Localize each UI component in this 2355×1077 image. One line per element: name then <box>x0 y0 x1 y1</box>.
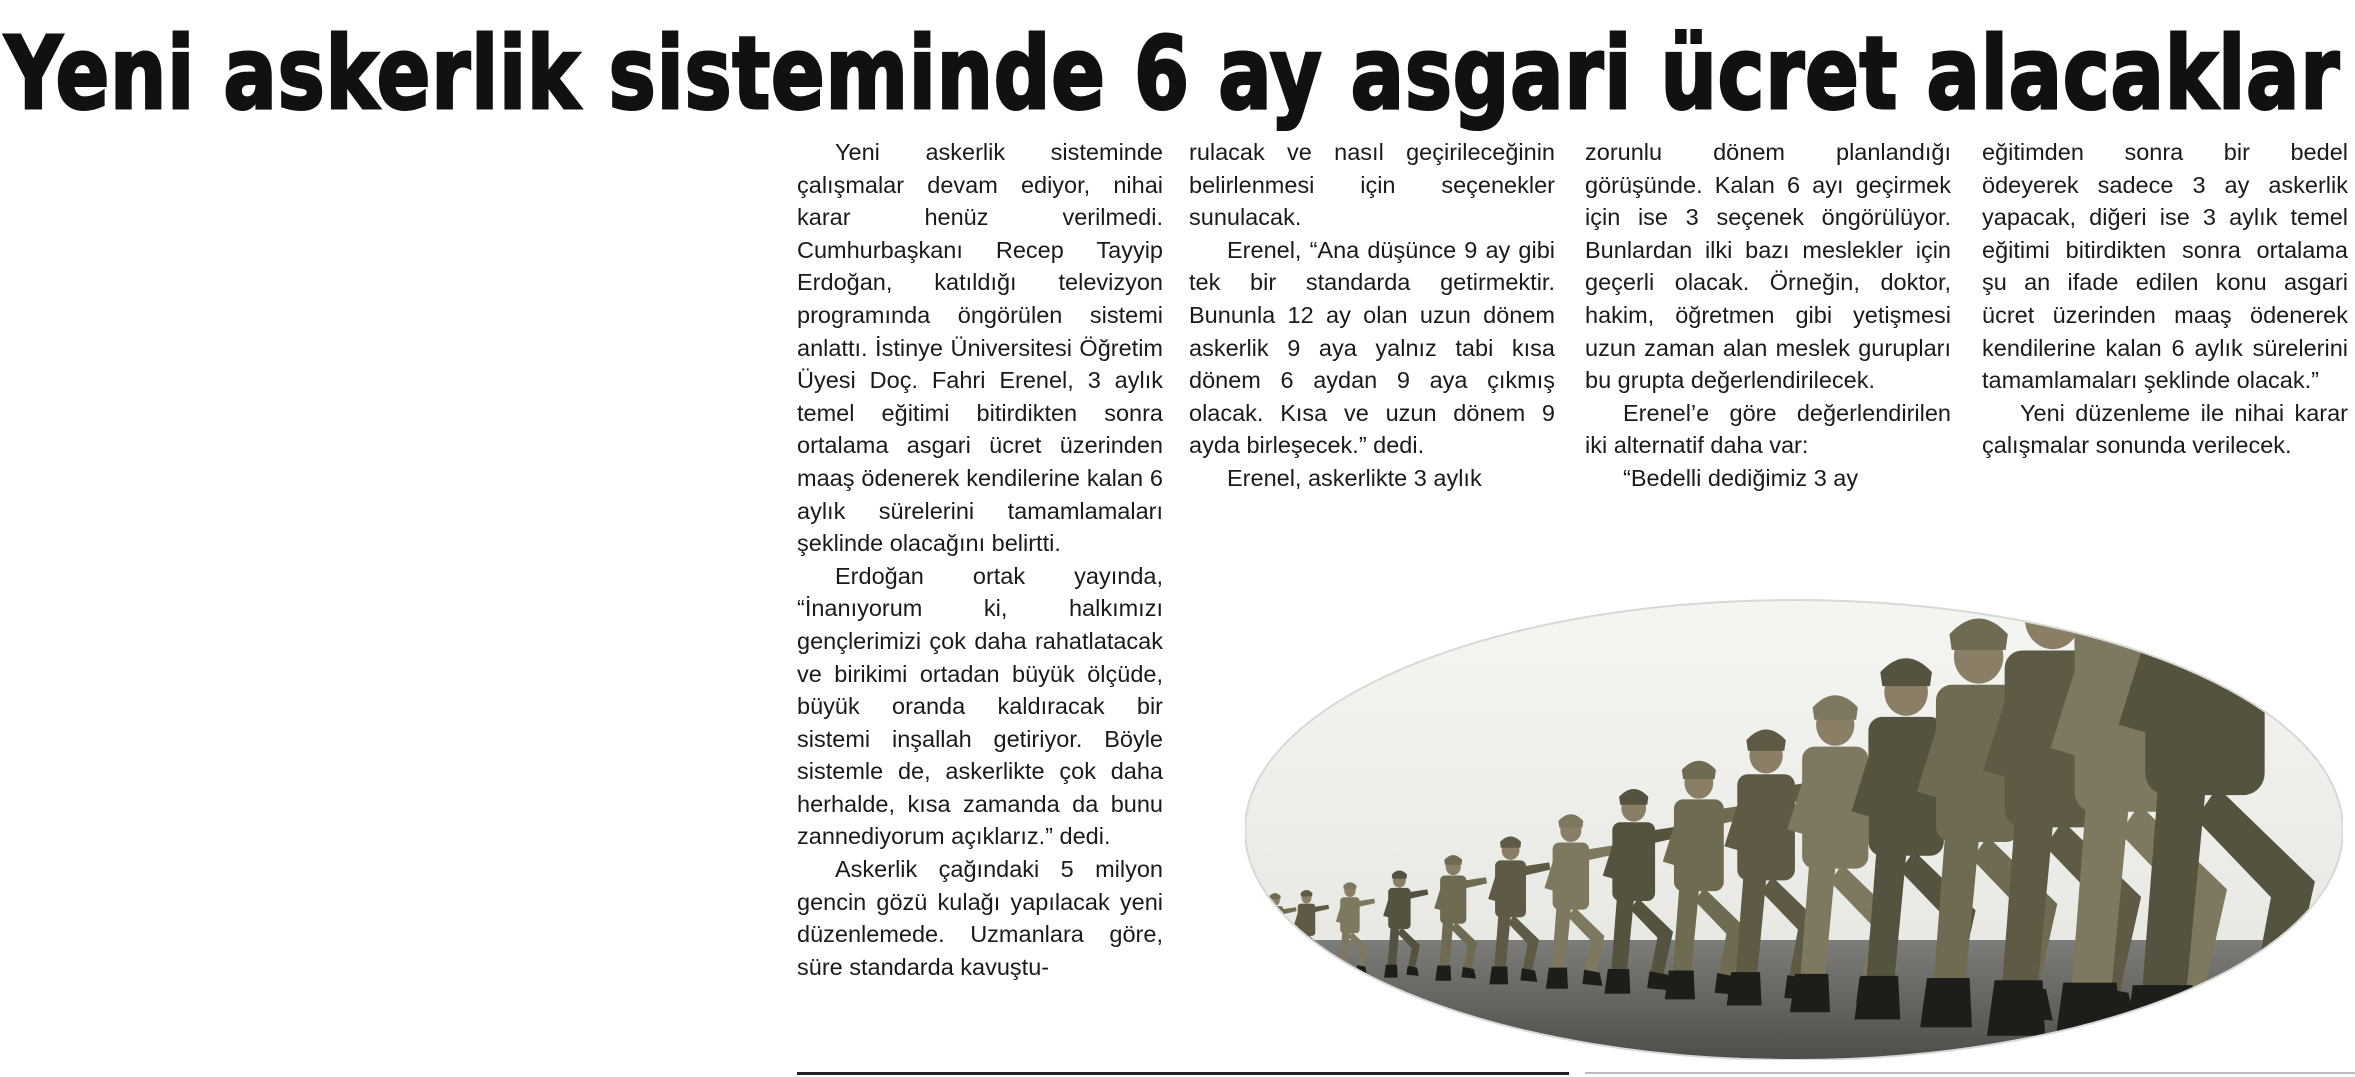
marching-soldiers-photo <box>1245 540 2343 1060</box>
paragraph: zorunlu dönem planlandığı görüşünde. Kalan 6 ayı geçirmek için ise 3 seçenek öngörülüyor. Bunlardan ilki bazı meslekler için geçerli olacak. Örneğin, doktor, hakim, öğretmen gibi yetişmesi uzun zaman alan meslek gurupları bu grupta değerlendirilecek. <box>1585 139 1951 394</box>
article-column-2 <box>1189 136 1555 495</box>
paragraph: Erenel, askerlikte 3 aylık <box>1227 464 1482 491</box>
paragraph: rulacak ve nasıl geçirileceğinin belirlenmesi için seçenekler sunulacak. <box>1189 139 1555 231</box>
paragraph: “Bedelli dediğimiz 3 ay <box>1623 464 1859 491</box>
paragraph: eğitimden sonra bir bedel ödeyerek sadece 3 ay askerlik yapacak, diğeri ise 3 aylık temel eğitimi bitirdikten sonra ortalama şu an ifade edilen konu asgari ücret üzerinden maaş ödenerek kendilerine kalan 6 aylık sürelerini tamamlamaları şeklinde olacak.” <box>1982 139 2348 394</box>
paragraph: Yeni düzenleme ile nihai karar çalışmalar sonunda verilecek. <box>1982 399 2348 459</box>
article-column-3 <box>1585 136 1951 495</box>
headline: Yeni askerlik sisteminde 6 ay asgari ücret alacaklar <box>4 15 2341 132</box>
divider-line <box>797 1072 1569 1075</box>
paragraph: Erenel, “Ana düşünce 9 ay gibi tek bir standarda getirmektir. Bununla 12 ay olan uzun dönem askerlik 9 aya yalnız tabi kısa dönem 6 aydan 9 aya çıkmış olacak. Kısa ve uzun dönem 9 ayda birleşecek.” dedi. <box>1189 236 1555 459</box>
photo-content <box>1245 540 2343 1060</box>
article-column-1 <box>797 136 1163 983</box>
paragraph: Askerlik çağındaki 5 milyon gencin gözü kulağı yapılacak yeni düzenlemede. Uzmanlara göre, süre standarda kavuştu- <box>797 856 1163 980</box>
paragraph: Erdoğan ortak yayında, “İnanıyorum ki, halkımızı gençlerimizi çok daha rahatlatacak ve birikimi ortadan büyük ölçüde, büyük oranda kaldıracak bir sistemi inşallah getiriyor. Böyle sistemle de, askerlikte çok daha herhalde, kısa zamanda da bunu zannediyorum açıklarız.” dedi. <box>797 562 1163 850</box>
paragraph: Yeni askerlik sisteminde çalışmalar devam ediyor, nihai karar henüz verilmedi. Cumhurbaşkanı Recep Tayyip Erdoğan, katıldığı televizyon programında öngörülen sistemi anlattı. İstinye Üniversitesi Öğretim Üyesi Doç. Fahri Erenel, 3 aylık temel eğitimi bitirdikten sonra ortalama asgari ücret üzerinden maaş ödenerek kendilerine kalan 6 aylık sürelerini tamamlamaları şeklinde olacağını belirtti. <box>797 139 1163 557</box>
paragraph: Erenel’e göre değerlendirilen iki alternatif daha var: <box>1585 399 1951 459</box>
article-column-4 <box>1982 136 2348 462</box>
divider-line <box>1585 1072 2355 1074</box>
